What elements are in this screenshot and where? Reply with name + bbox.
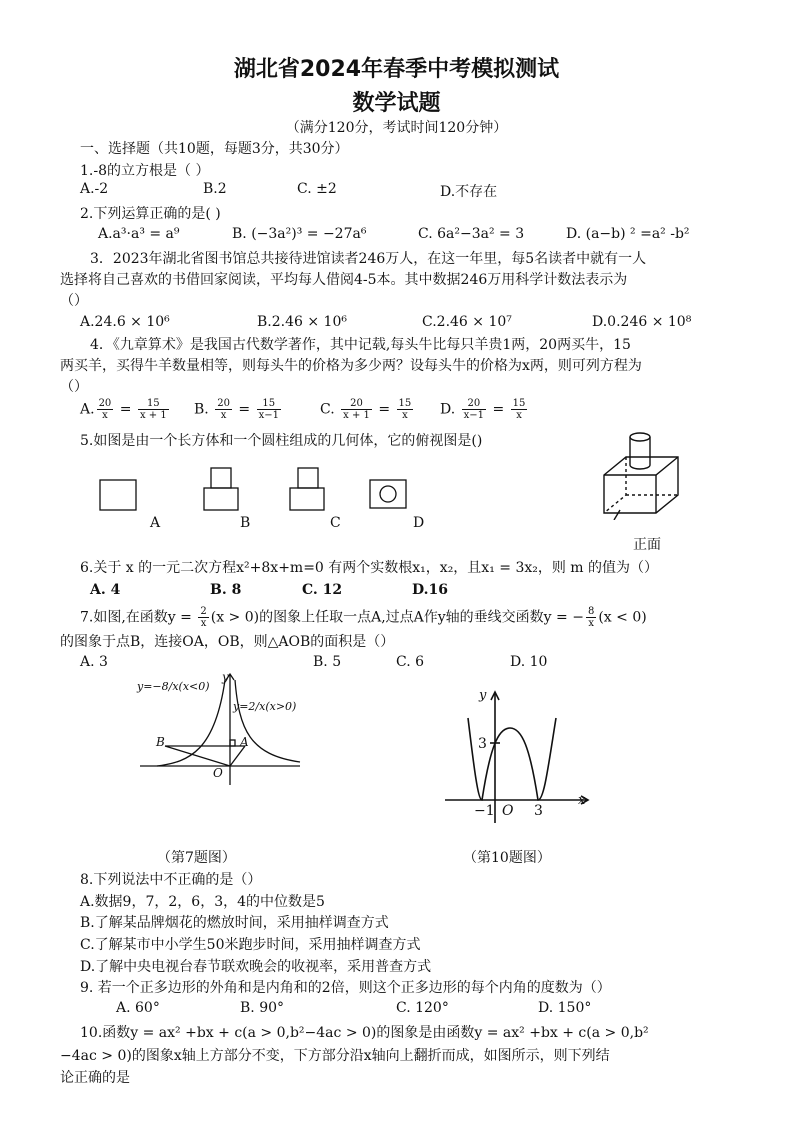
q10-line1: 10.函数y = ax² +bx + c(a > 0,b²−4ac > 0)的图象是由函数y = ax² +bx + c(a > 0,b² — [80, 1025, 649, 1041]
q7-option-b: B. 5 — [313, 654, 342, 670]
q4-line1: 4．《九章算术》是我国古代数学著作，其中记载,每头牛比每只羊贵1两，20两买牛，15 — [90, 337, 631, 353]
q6-stem: 6.关于 x 的一元二次方程x²+8x+m=0 有两个实数根x₁，x₂，且x₁ = 3x₂，则 m 的值为（） — [80, 560, 659, 576]
q2-option-c: C. 6a²−3a² = 3 — [418, 226, 525, 242]
q1-stem: 1.-8的立方根是（ ） — [80, 163, 210, 179]
option-a-shape — [100, 480, 136, 510]
q2-stem: 2.下列运算正确的是( ) — [80, 206, 221, 222]
q4-line2: 两买羊，买得牛羊数量相等，则每头牛的价格为多少两？设每头牛的价格为x两，则可列方程为 — [60, 358, 642, 374]
q6-option-a: A. 4 — [90, 582, 121, 598]
q9-option-c: C. 120° — [396, 1000, 449, 1016]
q4-option-c: C. $\frac{20}{x + 1}$ = $\frac{15}{x}$ — [320, 398, 412, 421]
q3-option-c: C.2.46 × 10⁷ — [422, 314, 512, 330]
fig7-point-b: B — [156, 735, 165, 749]
q3-option-b: B.2.46 × 10⁶ — [257, 314, 347, 330]
q3-line3: （） — [60, 293, 88, 309]
q5-label-a: A — [150, 515, 161, 531]
q10-line2: −4ac > 0)的图象x轴上方部分不变，下方部分沿x轴向上翻折而成，如图所示，则下列结 — [60, 1048, 610, 1064]
q4-option-d: D. $\frac{20}{x-1}$ = $\frac{15}{x}$ — [440, 398, 526, 421]
fig10-label-3: 3 — [478, 736, 487, 752]
q1-option-a: A.-2 — [80, 181, 109, 197]
q9-option-a: A. 60° — [116, 1000, 160, 1016]
q5-label-c: C — [330, 515, 341, 531]
fig7-caption: （第7题图） — [157, 850, 236, 866]
fig10-origin: O — [502, 803, 514, 819]
q7-option-a: A. 3 — [80, 654, 108, 670]
q8-option-c: C.了解某市中小学生50米跑步时间，采用抽样调查方式 — [80, 937, 421, 953]
fig10-axis-y: y — [479, 688, 487, 703]
q2-option-b: B. (−3a²)³ = −27a⁶ — [232, 226, 367, 242]
q10-line3: 论正确的是 — [60, 1070, 130, 1086]
fig7-axis-y: y — [222, 670, 229, 684]
option-d-shape — [370, 480, 406, 508]
q6-option-c: C. 12 — [302, 582, 343, 598]
q4-line3: （） — [60, 379, 88, 395]
q4-option-a: A. $\frac{20}{x}$ = $\frac{15}{x + 1}$ — [80, 398, 167, 421]
q8-stem: 8.下列说法中不正确的是（） — [80, 872, 262, 888]
q5-label-b: B — [240, 515, 251, 531]
q5-label-d: D — [413, 515, 425, 531]
q4-option-b: B. $\frac{20}{x}$ = $\frac{15}{x-1}$ — [194, 398, 279, 421]
q9-option-d: D. 150° — [538, 1000, 592, 1016]
fig10-axis-x: x — [578, 793, 586, 808]
q9-option-b: B. 90° — [240, 1000, 285, 1016]
q2-option-d: D. (a−b) ² =a² -b² — [566, 226, 690, 242]
q5-solid-figure — [596, 425, 686, 520]
q8-option-a: A.数据9，7，2，6，3，4的中位数是5 — [80, 894, 325, 910]
figure-10-graph — [440, 688, 590, 828]
q6-option-b: B. 8 — [210, 582, 242, 598]
q3-option-a: A.24.6 × 10⁶ — [80, 314, 170, 330]
option-b-shape — [204, 488, 238, 510]
q6-option-d: D.16 — [412, 582, 448, 598]
q1-option-d: D.不存在 — [440, 184, 498, 200]
q5-front-label: 正面 — [633, 537, 661, 553]
exam-note: （满分120分，考试时间120分钟） — [285, 120, 508, 136]
q7-line2: 的图象于点B，连接OA，OB，则△AOB的面积是（） — [60, 634, 395, 650]
q7-line1: 7.如图,在函数y = $\frac{2}{x}$ (x > 0)的图象上任取一点A,过点A作y轴的垂线交函数y = − $\frac{8}{x}$ (x < 0) — [80, 606, 647, 629]
exam-subtitle: 数学试题 — [352, 91, 441, 116]
q5-stem: 5.如图是由一个长方体和一个圆柱组成的几何体，它的俯视图是() — [80, 433, 483, 449]
fig7-origin: O — [213, 766, 223, 780]
fig7-point-a: A — [240, 735, 249, 749]
q8-option-b: B.了解某品牌烟花的燃放时间，采用抽样调查方式 — [80, 915, 389, 931]
q7-option-c: C. 6 — [396, 654, 425, 670]
q9-stem: 9. 若一个正多边形的外角和是内角和的2倍，则这个正多边形的每个内角的度数为（） — [80, 980, 611, 996]
q5-top-view-options — [90, 460, 450, 530]
section-heading: 一、选择题（共10题，每题3分，共30分） — [80, 141, 349, 157]
fig7-label-right: y=2/x(x>0) — [233, 700, 297, 713]
q1-option-b: B.2 — [203, 181, 227, 197]
q3-option-d: D.0.246 × 10⁸ — [592, 314, 692, 330]
option-c-shape — [290, 488, 324, 510]
q3-line1: 3．2023年湖北省图书馆总共接待进馆读者246万人，在这一年里，每5名读者中就有一人 — [90, 251, 647, 267]
exam-title: 湖北省2024年春季中考模拟测试 — [233, 57, 560, 82]
q8-option-d: D.了解中央电视台春节联欢晚会的收视率，采用普查方式 — [80, 959, 432, 975]
fig10-caption: （第10题图） — [463, 850, 551, 866]
q1-option-c: C. ±2 — [297, 181, 337, 197]
q7-option-d: D. 10 — [510, 654, 548, 670]
q3-line2: 选择将自己喜欢的书借回家阅读，平均每人借阅4-5本。其中数据246万用科学计数法表示为 — [60, 272, 628, 288]
q2-option-a: A.a³·a³ = a⁹ — [98, 226, 180, 242]
fig10-label-neg1: −1 — [474, 803, 495, 819]
fig10-label-x3: 3 — [534, 803, 543, 819]
fig7-label-left: y=−8/x(x<0) — [137, 680, 210, 693]
